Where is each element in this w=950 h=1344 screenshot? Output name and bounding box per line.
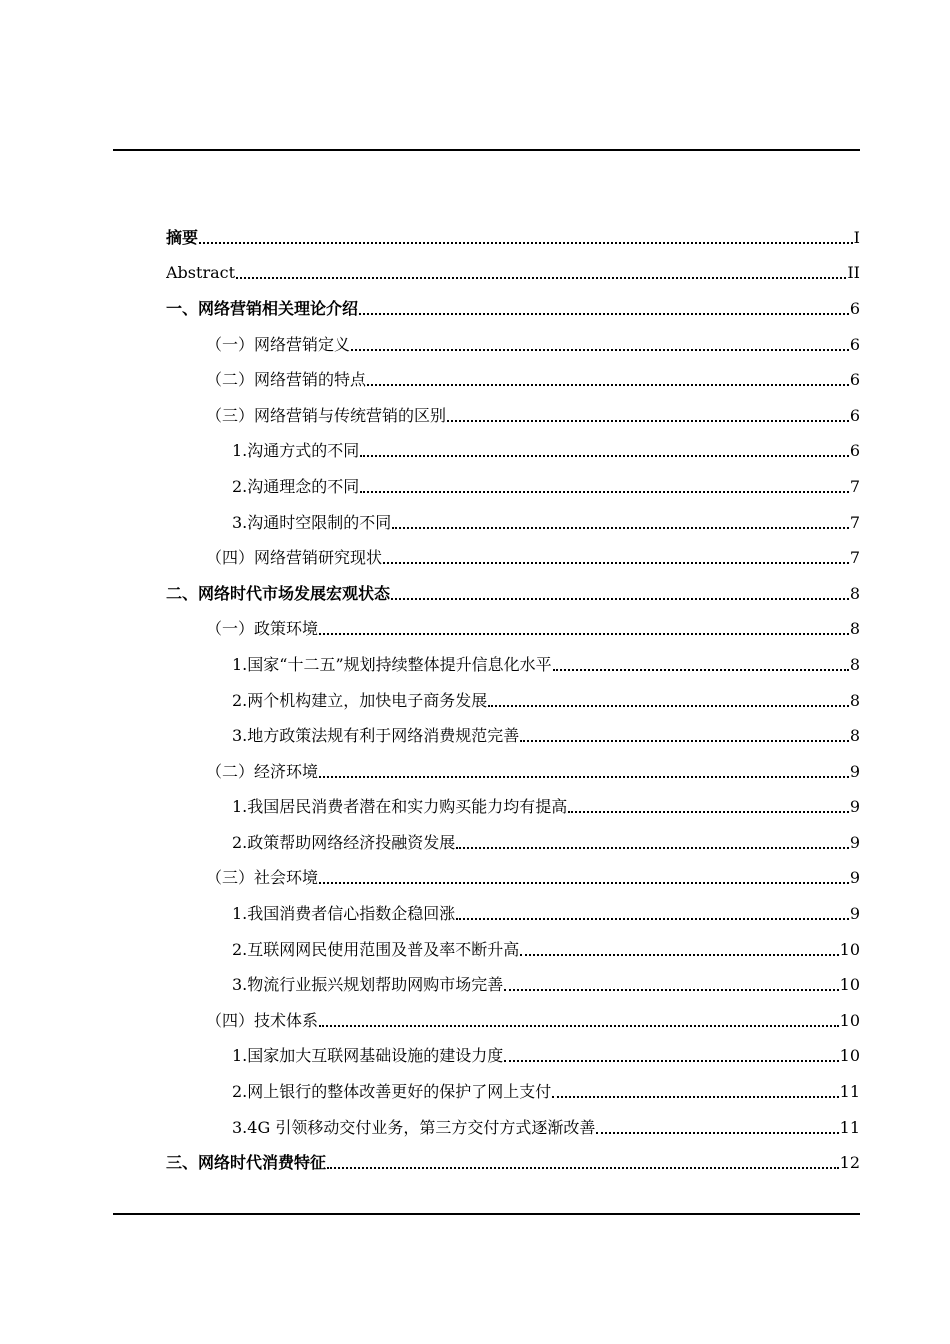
toc-dot-leader <box>391 586 849 602</box>
toc-entry-title: （四）技术体系 <box>206 1010 319 1030</box>
toc-dot-leader <box>504 977 838 993</box>
toc-dot-leader <box>520 728 849 744</box>
toc-entry[interactable] <box>166 434 860 470</box>
toc-entry[interactable] <box>166 576 860 612</box>
toc-dot-leader <box>488 693 849 709</box>
toc-entry-title: Abstract <box>166 263 236 283</box>
toc-entry-page-number: 6 <box>849 334 860 354</box>
toc-entry-page-number: 12 <box>839 1153 860 1173</box>
toc-entry-title: 三、网络时代消费特征 <box>166 1153 327 1173</box>
toc-dot-leader <box>383 550 849 566</box>
table-of-contents <box>166 220 860 1181</box>
toc-entry[interactable] <box>166 647 860 683</box>
toc-entry-page-number: 11 <box>839 1117 860 1137</box>
header-rule <box>113 149 860 151</box>
toc-entry-page-number: 6 <box>849 298 860 318</box>
toc-entry-page-number: 8 <box>849 690 860 710</box>
toc-entry[interactable] <box>166 469 860 505</box>
toc-entry-page-number: 7 <box>849 512 860 532</box>
toc-entry[interactable] <box>166 327 860 363</box>
toc-entry-page-number: 11 <box>839 1082 860 1102</box>
toc-entry[interactable] <box>166 540 860 576</box>
toc-entry-title: 3.4G 引领移动交付业务，第三方交付方式逐渐改善 <box>232 1117 596 1137</box>
toc-entry[interactable] <box>166 754 860 790</box>
toc-dot-leader <box>319 870 849 886</box>
toc-entry-title: 1.我国消费者信心指数企稳回涨 <box>232 904 456 924</box>
toc-entry[interactable] <box>166 967 860 1003</box>
toc-entry-title: 一、网络营销相关理论介绍 <box>166 298 359 318</box>
toc-dot-leader <box>359 301 849 317</box>
toc-dot-leader <box>596 1120 838 1136</box>
toc-entry-title: （四）网络营销研究现状 <box>206 548 383 568</box>
toc-entry[interactable] <box>166 362 860 398</box>
toc-entry-title: （一）网络营销定义 <box>206 334 351 354</box>
toc-dot-leader <box>367 372 849 388</box>
toc-entry-title: 2.两个机构建立，加快电子商务发展 <box>232 690 488 710</box>
toc-entry-page-number: 9 <box>849 797 860 817</box>
toc-entry-page-number: 7 <box>849 476 860 496</box>
toc-entry-title: 2.沟通理念的不同 <box>232 476 360 496</box>
toc-entry[interactable] <box>166 612 860 648</box>
toc-entry[interactable] <box>166 825 860 861</box>
toc-entry[interactable] <box>166 932 860 968</box>
toc-entry[interactable] <box>166 291 860 327</box>
toc-entry-page-number: 10 <box>839 1046 860 1066</box>
toc-entry[interactable] <box>166 505 860 541</box>
toc-entry-page-number: 9 <box>849 832 860 852</box>
toc-entry-title: 2.政策帮助网络经济投融资发展 <box>232 832 456 852</box>
toc-entry-title: 1.沟通方式的不同 <box>232 441 360 461</box>
toc-entry[interactable] <box>166 718 860 754</box>
toc-entry[interactable] <box>166 1039 860 1075</box>
toc-entry-title: （二）经济环境 <box>206 761 319 781</box>
toc-entry[interactable] <box>166 1110 860 1146</box>
toc-entry-page-number: 9 <box>849 904 860 924</box>
toc-dot-leader <box>456 835 849 851</box>
toc-dot-leader <box>504 1048 838 1064</box>
toc-entry[interactable] <box>166 861 860 897</box>
toc-entry-page-number: 9 <box>849 868 860 888</box>
toc-entry-page-number: 6 <box>849 441 860 461</box>
toc-dot-leader <box>568 799 849 815</box>
toc-entry-page-number: 6 <box>849 370 860 390</box>
toc-entry[interactable] <box>166 256 860 292</box>
toc-entry-page-number: II <box>847 263 860 283</box>
toc-entry-title: 2.网上银行的整体改善更好的保护了网上支付 <box>232 1082 552 1102</box>
toc-dot-leader <box>319 621 849 637</box>
toc-entry-title: 摘要 <box>166 227 199 247</box>
toc-entry-title: 二、网络时代市场发展宏观状态 <box>166 583 391 603</box>
toc-dot-leader <box>447 408 849 424</box>
toc-entry-title: 3.沟通时空限制的不同 <box>232 512 392 532</box>
toc-entry[interactable] <box>166 683 860 719</box>
toc-entry[interactable] <box>166 1074 860 1110</box>
toc-dot-leader <box>456 906 849 922</box>
toc-entry-title: （一）政策环境 <box>206 619 319 639</box>
toc-entry-page-number: I <box>853 227 860 247</box>
toc-dot-leader <box>360 479 849 495</box>
toc-entry-page-number: 8 <box>849 726 860 746</box>
toc-entry-page-number: 10 <box>839 1010 860 1030</box>
toc-entry-title: （二）网络营销的特点 <box>206 370 367 390</box>
toc-entry-title: 2.互联网网民使用范围及普及率不断升高 <box>232 939 520 959</box>
toc-entry-page-number: 8 <box>849 583 860 603</box>
toc-entry-title: （三）网络营销与传统营销的区别 <box>206 405 447 425</box>
toc-dot-leader <box>199 230 853 246</box>
toc-dot-leader <box>327 1155 839 1171</box>
toc-entry-title: 3.物流行业振兴规划帮助网购市场完善 <box>232 975 504 995</box>
toc-entry-page-number: 8 <box>849 619 860 639</box>
toc-entry-page-number: 10 <box>839 939 860 959</box>
toc-entry-page-number: 9 <box>849 761 860 781</box>
toc-entry-page-number: 8 <box>849 654 860 674</box>
toc-entry-page-number: 7 <box>849 548 860 568</box>
toc-entry[interactable] <box>166 220 860 256</box>
toc-dot-leader <box>319 764 849 780</box>
toc-entry[interactable] <box>166 896 860 932</box>
toc-entry-title: 3.地方政策法规有利于网络消费规范完善 <box>232 726 520 746</box>
toc-entry[interactable] <box>166 1145 860 1181</box>
toc-dot-leader <box>520 942 838 958</box>
toc-entry-title: 1.我国居民消费者潜在和实力购买能力均有提高 <box>232 797 568 817</box>
toc-dot-leader <box>319 1013 839 1029</box>
toc-entry[interactable] <box>166 398 860 434</box>
toc-entry-page-number: 10 <box>839 975 860 995</box>
toc-entry-title: 1.国家加大互联网基础设施的建设力度 <box>232 1046 504 1066</box>
toc-dot-leader <box>552 1084 838 1100</box>
toc-entry[interactable] <box>166 1003 860 1039</box>
toc-entry[interactable] <box>166 790 860 826</box>
toc-dot-leader <box>360 443 849 459</box>
toc-dot-leader <box>236 265 846 281</box>
toc-entry-page-number: 6 <box>849 405 860 425</box>
toc-entry-title: （三）社会环境 <box>206 868 319 888</box>
toc-dot-leader <box>553 657 849 673</box>
toc-dot-leader <box>392 515 849 531</box>
toc-entry-title: 1.国家“十二五”规划持续整体提升信息化水平 <box>232 654 552 674</box>
toc-dot-leader <box>351 337 849 353</box>
footer-rule <box>113 1213 860 1215</box>
